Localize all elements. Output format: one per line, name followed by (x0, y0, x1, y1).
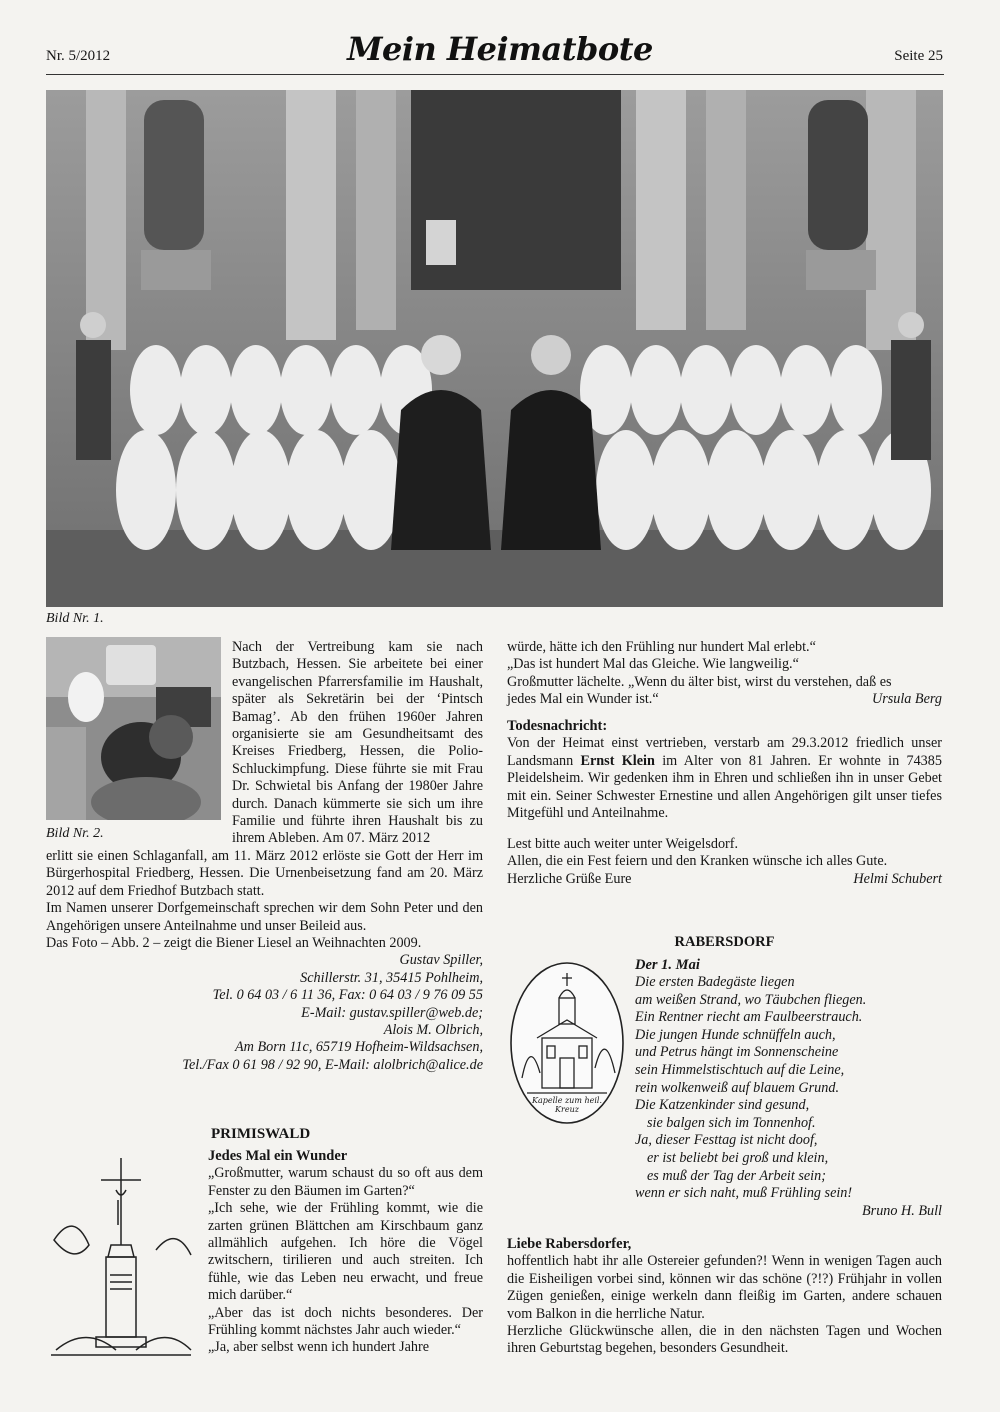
story-p1: „Großmutter, warum schaust du so oft aus dem Fenster zu den Bäumen im Garten?“ (208, 1165, 483, 1199)
signature-line: Gustav Spiller, (399, 952, 483, 969)
poem-line: sie balgen sich im Tonnenhof. (647, 1114, 816, 1131)
poem-author: Bruno H. Bull (862, 1202, 942, 1219)
page-number: Seite 25 (894, 48, 943, 64)
poem-line: rein wolkenweiß auf blauem Grund. (635, 1079, 839, 1096)
closing-notes (507, 836, 942, 888)
obituary-para2: Im Namen unserer Dorfgemeinschaft sprechen wir dem Sohn Peter und den Angehörigen unsere Anteilnahme und unser Beileid aus. (46, 900, 483, 934)
story-cont-l4-row (507, 691, 942, 708)
poem-line: sein Himmelstischtuch auf die Leine, (635, 1061, 845, 1078)
chapel-emblem (507, 958, 627, 1128)
group-photo (46, 90, 943, 607)
story-continuation (507, 639, 942, 709)
poem-line: wenn er sich naht, muß Frühling sein! (635, 1185, 853, 1202)
poem-line: Die Katzenkinder sind gesund, (635, 1097, 810, 1114)
closing-author: Helmi Schubert (853, 870, 942, 887)
header-rule (46, 74, 944, 75)
poem-lines (635, 974, 942, 1203)
story-p4: „Ja, aber selbst wenn ich hundert Jahre (208, 1339, 430, 1356)
poem-title: Der 1. Mai (635, 957, 700, 973)
story-author: Ursula Berg (871, 691, 942, 708)
story-p3: „Aber das ist doch nichts besonderes. Der Frühling kommt nächstes Jahr auch wieder.“ (208, 1304, 483, 1339)
signature-line: E-Mail: gustav.spiller@web.de; (301, 1004, 483, 1021)
signature-line: Schillerstr. 31, 35415 Pohlheim, (300, 969, 483, 986)
death-notice-text-a: Von der Heimat einst vertrieben, verstarb am 29.3.2012 friedlich unser Landsmann (507, 735, 942, 769)
poem-line: er ist beliebt bei groß und klein, (647, 1149, 829, 1166)
letter-p1: hoffentlich habt ihr alle Ostereier gefunden?! Wenn in wenigen Tagen auch die Eisheiligen vorbei sind, können wir das schöne (?!?) Frühjahr in vollen Zügen genießen, einige werkeln dann fleißig im Garten, andere schauen vom Balkon in die herrliche Natur. (507, 1253, 942, 1322)
issue-number: Nr. 5/2012 (46, 48, 111, 64)
poem-line: Ja, dieser Festtag ist nicht doof, (635, 1132, 818, 1149)
primiswald-heading: PRIMISWALD (211, 1126, 311, 1142)
story-cont-l4: jedes Mal ein Wunder ist.“ (507, 691, 659, 708)
letter-p2: Herzliche Glückwünsche allen, die in den nächsten Tagen und Wochen ihren Geburtstag begehen, besonders Gesundheit. (507, 1323, 942, 1357)
poem (635, 957, 942, 1220)
death-notice (507, 718, 942, 822)
poem-line: und Petrus hängt im Sonnenscheine (635, 1044, 839, 1061)
photo2-caption: Bild Nr. 2. (46, 826, 104, 841)
letter-title: Liebe Rabersdorfer, (507, 1236, 632, 1252)
story-p2: „Ich sehe, wie der Frühling kommt, wie die zarten grünen Blättchen am Kirschbaum ganz allmählich aufgehen. Ich höre die Vögel zwitschern, tirilieren und auch streiten. Ich fühle, wie das Leben neu erwacht, und freue mich darüber.“ (208, 1200, 483, 1304)
primiswald-story (208, 1148, 483, 1357)
poem-line: es muß der Tag der Arbeit sein; (647, 1167, 826, 1184)
poem-line: Die ersten Badegäste liegen (635, 974, 795, 990)
rabersdorf-heading: RABERSDORF (674, 934, 775, 950)
obituary-text-wrap: Nach der Vertreibung kam sie nach Butzbach, Hessen. Sie arbeitete bei einer evangelischen Pfarrersfamilie im Haushalt, später als Sekretärin bei der ‘Pintsch Bamag’. Ab den frühen 1960er Jahren organisierte sie am Gesundheitsamt des Kreises Friedberg, Hessen, die Polio-Schluckimpfung. Diese führte sie mit Frau Dr. Schwietal bis Anfang der 1980er Jahre durch. Danach kümmerte sie sich um ihre Familie und führte ihren Haushalt bis zu ihrem Ableben. Am 07. März 2012 (232, 639, 483, 847)
chapel-emblem-text: Kapelle zum heil. Kreuz (531, 1096, 603, 1114)
photo1-caption: Bild Nr. 1. (46, 611, 104, 626)
signature-line: Am Born 11c, 65719 Hofheim-Wildsachsen, (235, 1039, 483, 1056)
closing-l3: Herzliche Grüße Eure (507, 870, 632, 887)
closing-l1: Lest bitte auch weiter unter Weigelsdorf. (507, 836, 739, 852)
death-notice-text-b: im Alter von 81 Jahren. Er wohnte in 74385 Pleidelsheim. Wir gedenken ihm in Ehren und schließen ihn in unser Gebet mit ein. Seiner Schwester Ernestine und allen Angehörigen gilt unser tiefes Mitgefühl und Anteilnahme. (507, 752, 942, 822)
obituary-para3: Das Foto – Abb. 2 – zeigt die Biener Liesel an Weihnachten 2009. (46, 935, 422, 952)
group-photo-image (46, 90, 943, 607)
masthead: Mein Heimatbote (347, 30, 653, 68)
obituary-para1-end: erlitt sie einen Schlaganfall, am 11. März 2012 erlöste sie Gott der Herr im Bürgerhospital Friedberg, Hessen. Die Urnenbeisetzung fand am 20. März 2012 auf dem Friedhof Butzbach statt. (46, 848, 483, 899)
wayside-cross-drawing (46, 1150, 196, 1365)
portrait-photo-image (46, 637, 221, 820)
death-notice-name: Ernst Klein (580, 752, 655, 769)
signature-line: Tel./Fax 0 61 98 / 92 90, E-Mail: alolbrich@alice.de (182, 1056, 483, 1073)
obituary-continuation (46, 848, 483, 1074)
story-cont-l2: „Das ist hundert Mal das Gleiche. Wie langweilig.“ (507, 656, 799, 673)
primiswald-title: Jedes Mal ein Wunder (208, 1148, 348, 1164)
story-cont-l3: Großmutter lächelte. „Wenn du älter bist, wirst du verstehen, daß es (507, 673, 892, 690)
story-cont-l1: würde, hätte ich den Frühling nur hundert Mal erlebt.“ (507, 639, 816, 655)
closing-l2: Allen, die ein Fest feiern und den Kranken wünsche ich alles Gute. (507, 853, 888, 870)
poem-line: am weißen Strand, wo Täubchen fliegen. (635, 991, 867, 1008)
death-notice-title: Todesnachricht: (507, 718, 608, 734)
signature-line: Alois M. Olbrich, (383, 1022, 483, 1039)
signature-block (46, 952, 483, 1074)
poem-line: Ein Rentner riecht am Faulbeerstrauch. (635, 1009, 863, 1026)
closing-l3-row (507, 871, 942, 888)
signature-line: Tel. 0 64 03 / 6 11 36, Fax: 0 64 03 / 9 76 09 55 (212, 987, 483, 1004)
rabersdorf-letter (507, 1236, 942, 1358)
poem-line: Die jungen Hunde schnüffeln auch, (635, 1026, 836, 1043)
wayside-cross-icon (46, 1150, 196, 1365)
portrait-photo (46, 637, 221, 820)
